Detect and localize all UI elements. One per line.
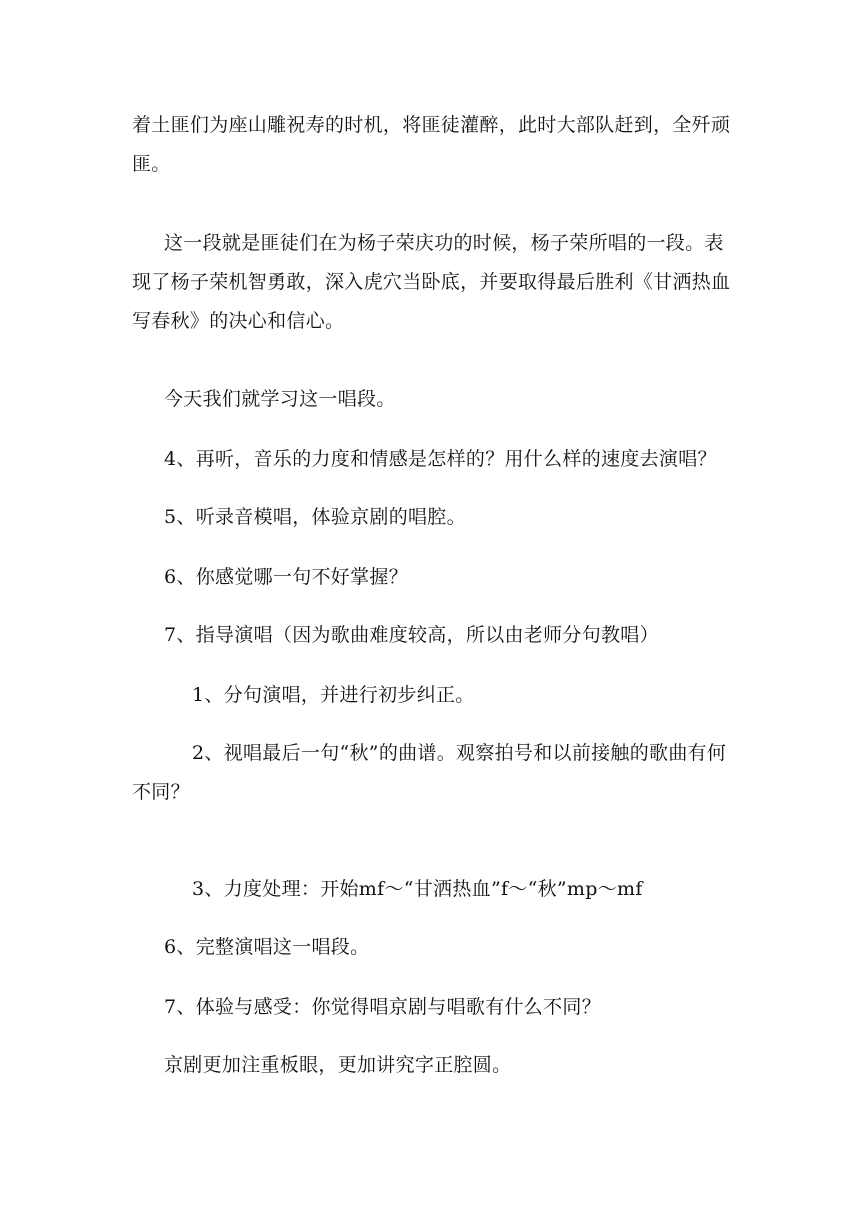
paragraph-aria-intro: 这一段就是匪徒们在为杨子荣庆功的时候，杨子荣所唱的一段。表现了杨子荣机智勇敢，深入虎穴当卧底，并要取得最后胜利《甘洒热血写春秋》的决心和信心。 <box>132 232 731 332</box>
paragraph-step-5: 5、听录音模唱，体验京剧的唱腔。 <box>164 506 466 528</box>
paragraph-today-lesson: 今天我们就学习这一唱段。 <box>164 388 396 410</box>
paragraph-step-7b: 7、体验与感受：你觉得唱京剧与唱歌有什么不同？ <box>164 996 601 1018</box>
paragraph-substep-2: 2、视唱最后一句“秋”的曲谱。观察拍号和以前接触的歌曲有何不同？ <box>132 742 727 803</box>
paragraph-conclusion: 京剧更加注重板眼，更加讲究字正腔圆。 <box>164 1054 512 1076</box>
paragraph-step-4: 4、再听，音乐的力度和情感是怎样的？用什么样的速度去演唱？ <box>164 448 717 470</box>
paragraph-substep-1: 1、分句演唱，并进行初步纠正。 <box>192 684 475 706</box>
paragraph-step-6: 6、你感觉哪一句不好掌握？ <box>164 566 408 588</box>
paragraph-story-end: 着土匪们为座山雕祝寿的时机，将匪徒灌醉，此时大部队赶到，全歼顽匪。 <box>132 114 731 175</box>
paragraph-step-6b: 6、完整演唱这一唱段。 <box>164 936 370 958</box>
paragraph-step-7: 7、指导演唱（因为歌曲难度较高，所以由老师分句教唱） <box>164 624 659 646</box>
paragraph-substep-3: 3、力度处理：开始mf～“甘洒热血”f～“秋”mp～mf <box>192 878 643 900</box>
